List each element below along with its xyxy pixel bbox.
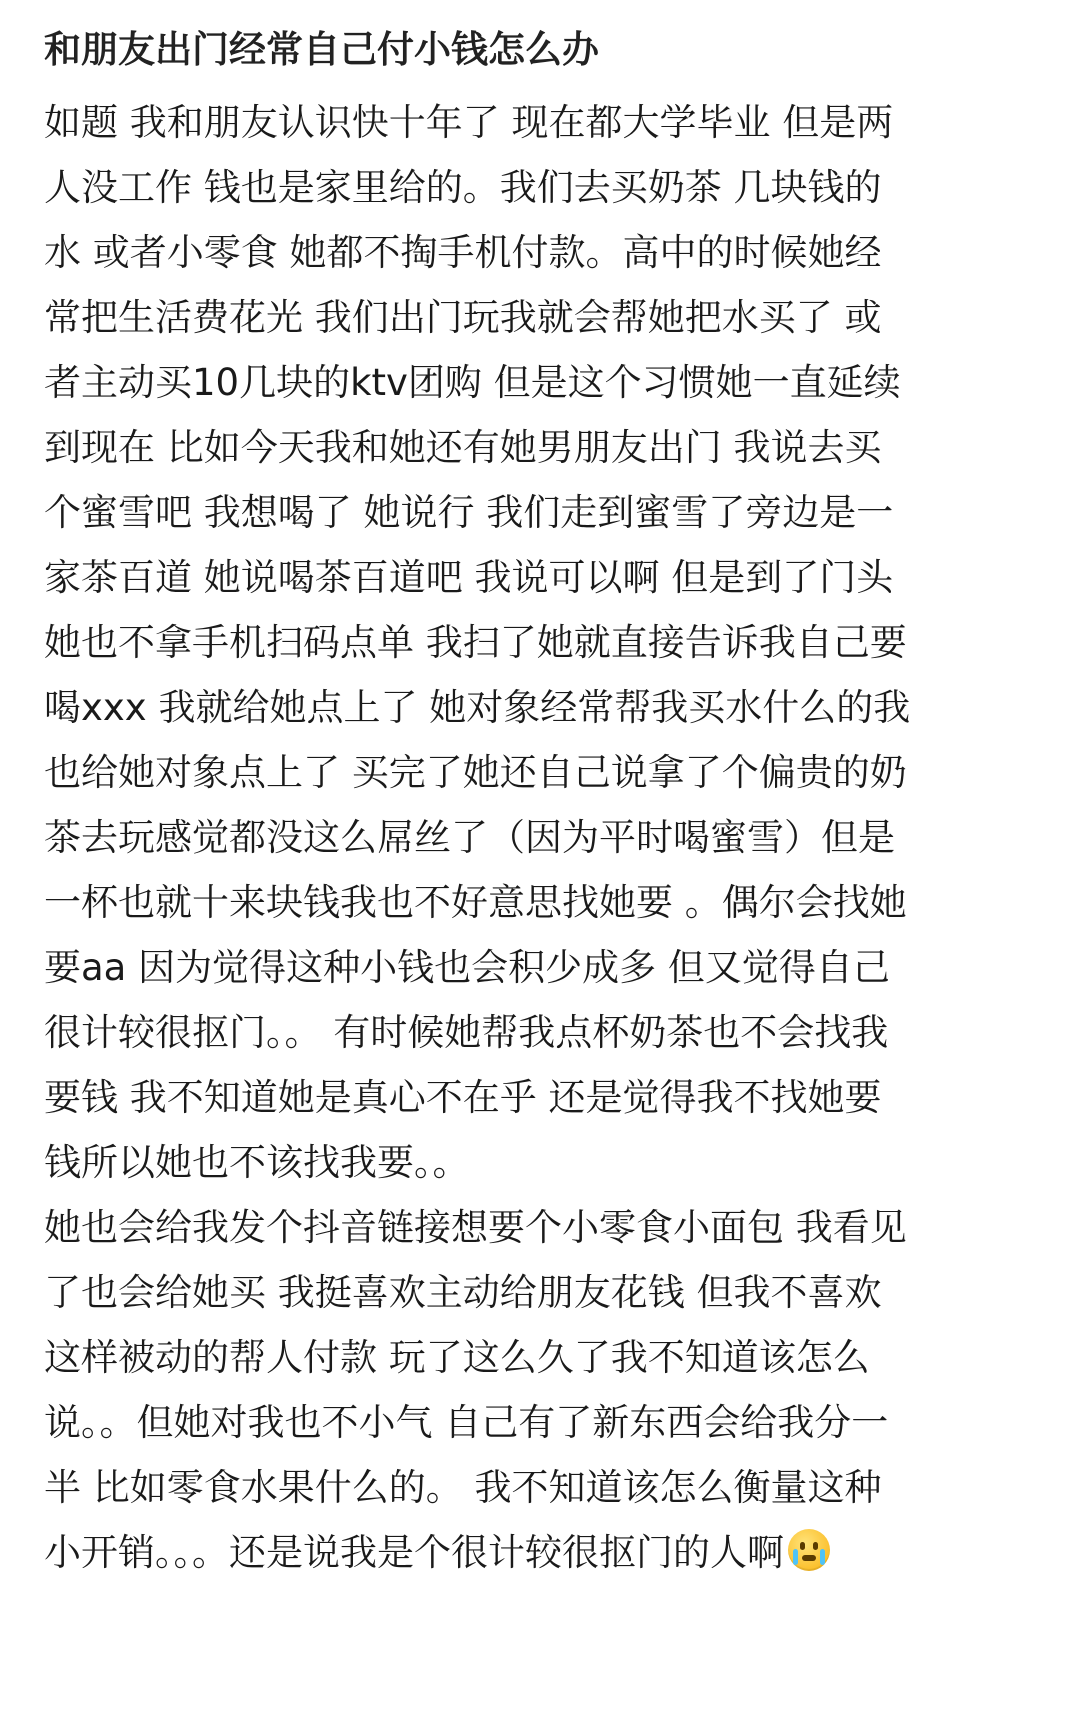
post-line: 也给她对象点上了 买完了她还自己说拿了个偏贵的奶 — [44, 751, 907, 794]
post-line: 喝xxx 我就给她点上了 她对象经常帮我买水什么的我 — [44, 686, 911, 729]
post-line: 如题 我和朋友认识快十年了 现在都大学毕业 但是两 — [44, 101, 894, 144]
post-container — [44, 24, 1054, 1585]
post-line: 她也会给我发个抖音链接想要个小零食小面包 我看见 — [44, 1206, 907, 1249]
post-line: 很计较很抠门。。 有时候她帮我点杯奶茶也不会找我 — [44, 1011, 889, 1054]
post-line: 这样被动的帮人付款 玩了这么久了我不知道该怎么 — [44, 1336, 870, 1379]
post-line: 要钱 我不知道她是真心不在乎 还是觉得我不找她要 — [44, 1076, 882, 1119]
post-line: 半 比如零食水果什么的。 我不知道该怎么衡量这种 — [44, 1466, 882, 1509]
post-line: 常把生活费花光 我们出门玩我就会帮她把水买了 或 — [44, 296, 882, 339]
post-line: 到现在 比如今天我和她还有她男朋友出门 我说去买 — [44, 426, 882, 469]
post-line: 茶去玩感觉都没这么屌丝了（因为平时喝蜜雪）但是 — [44, 816, 895, 859]
post-line: 人没工作 钱也是家里给的。我们去买奶茶 几块钱的 — [44, 166, 882, 209]
post-line: 家茶百道 她说喝茶百道吧 我说可以啊 但是到了门头 — [44, 556, 894, 599]
post-line: 一杯也就十来块钱我也不好意思找她要 。偶尔会找她 — [44, 881, 907, 924]
post-line: 钱所以她也不该找我要。。 — [44, 1141, 470, 1184]
post-line: 要aa 因为觉得这种小钱也会积少成多 但又觉得自己 — [44, 946, 890, 989]
post-line: 个蜜雪吧 我想喝了 她说行 我们走到蜜雪了旁边是一 — [44, 491, 894, 534]
post-line: 水 或者小零食 她都不掏手机付款。高中的时候她经 — [44, 231, 882, 274]
post-line: 她也不拿手机扫码点单 我扫了她就直接告诉我自己要 — [44, 621, 907, 664]
post-body — [44, 90, 1054, 1585]
crying-face-icon — [788, 1529, 830, 1571]
post-line: 了也会给她买 我挺喜欢主动给朋友花钱 但我不喜欢 — [44, 1271, 882, 1314]
post-line-last — [44, 1520, 1054, 1585]
post-line-text: 小开销。。。还是说我是个很计较很抠门的人啊 — [44, 1531, 784, 1574]
post-line: 说。。但她对我也不小气 自己有了新东西会给我分一 — [44, 1401, 889, 1444]
post-title: 和朋友出门经常自己付小钱怎么办 — [44, 28, 599, 71]
post-line: 者主动买10几块的ktv团购 但是这个习惯她一直延续 — [44, 361, 901, 404]
